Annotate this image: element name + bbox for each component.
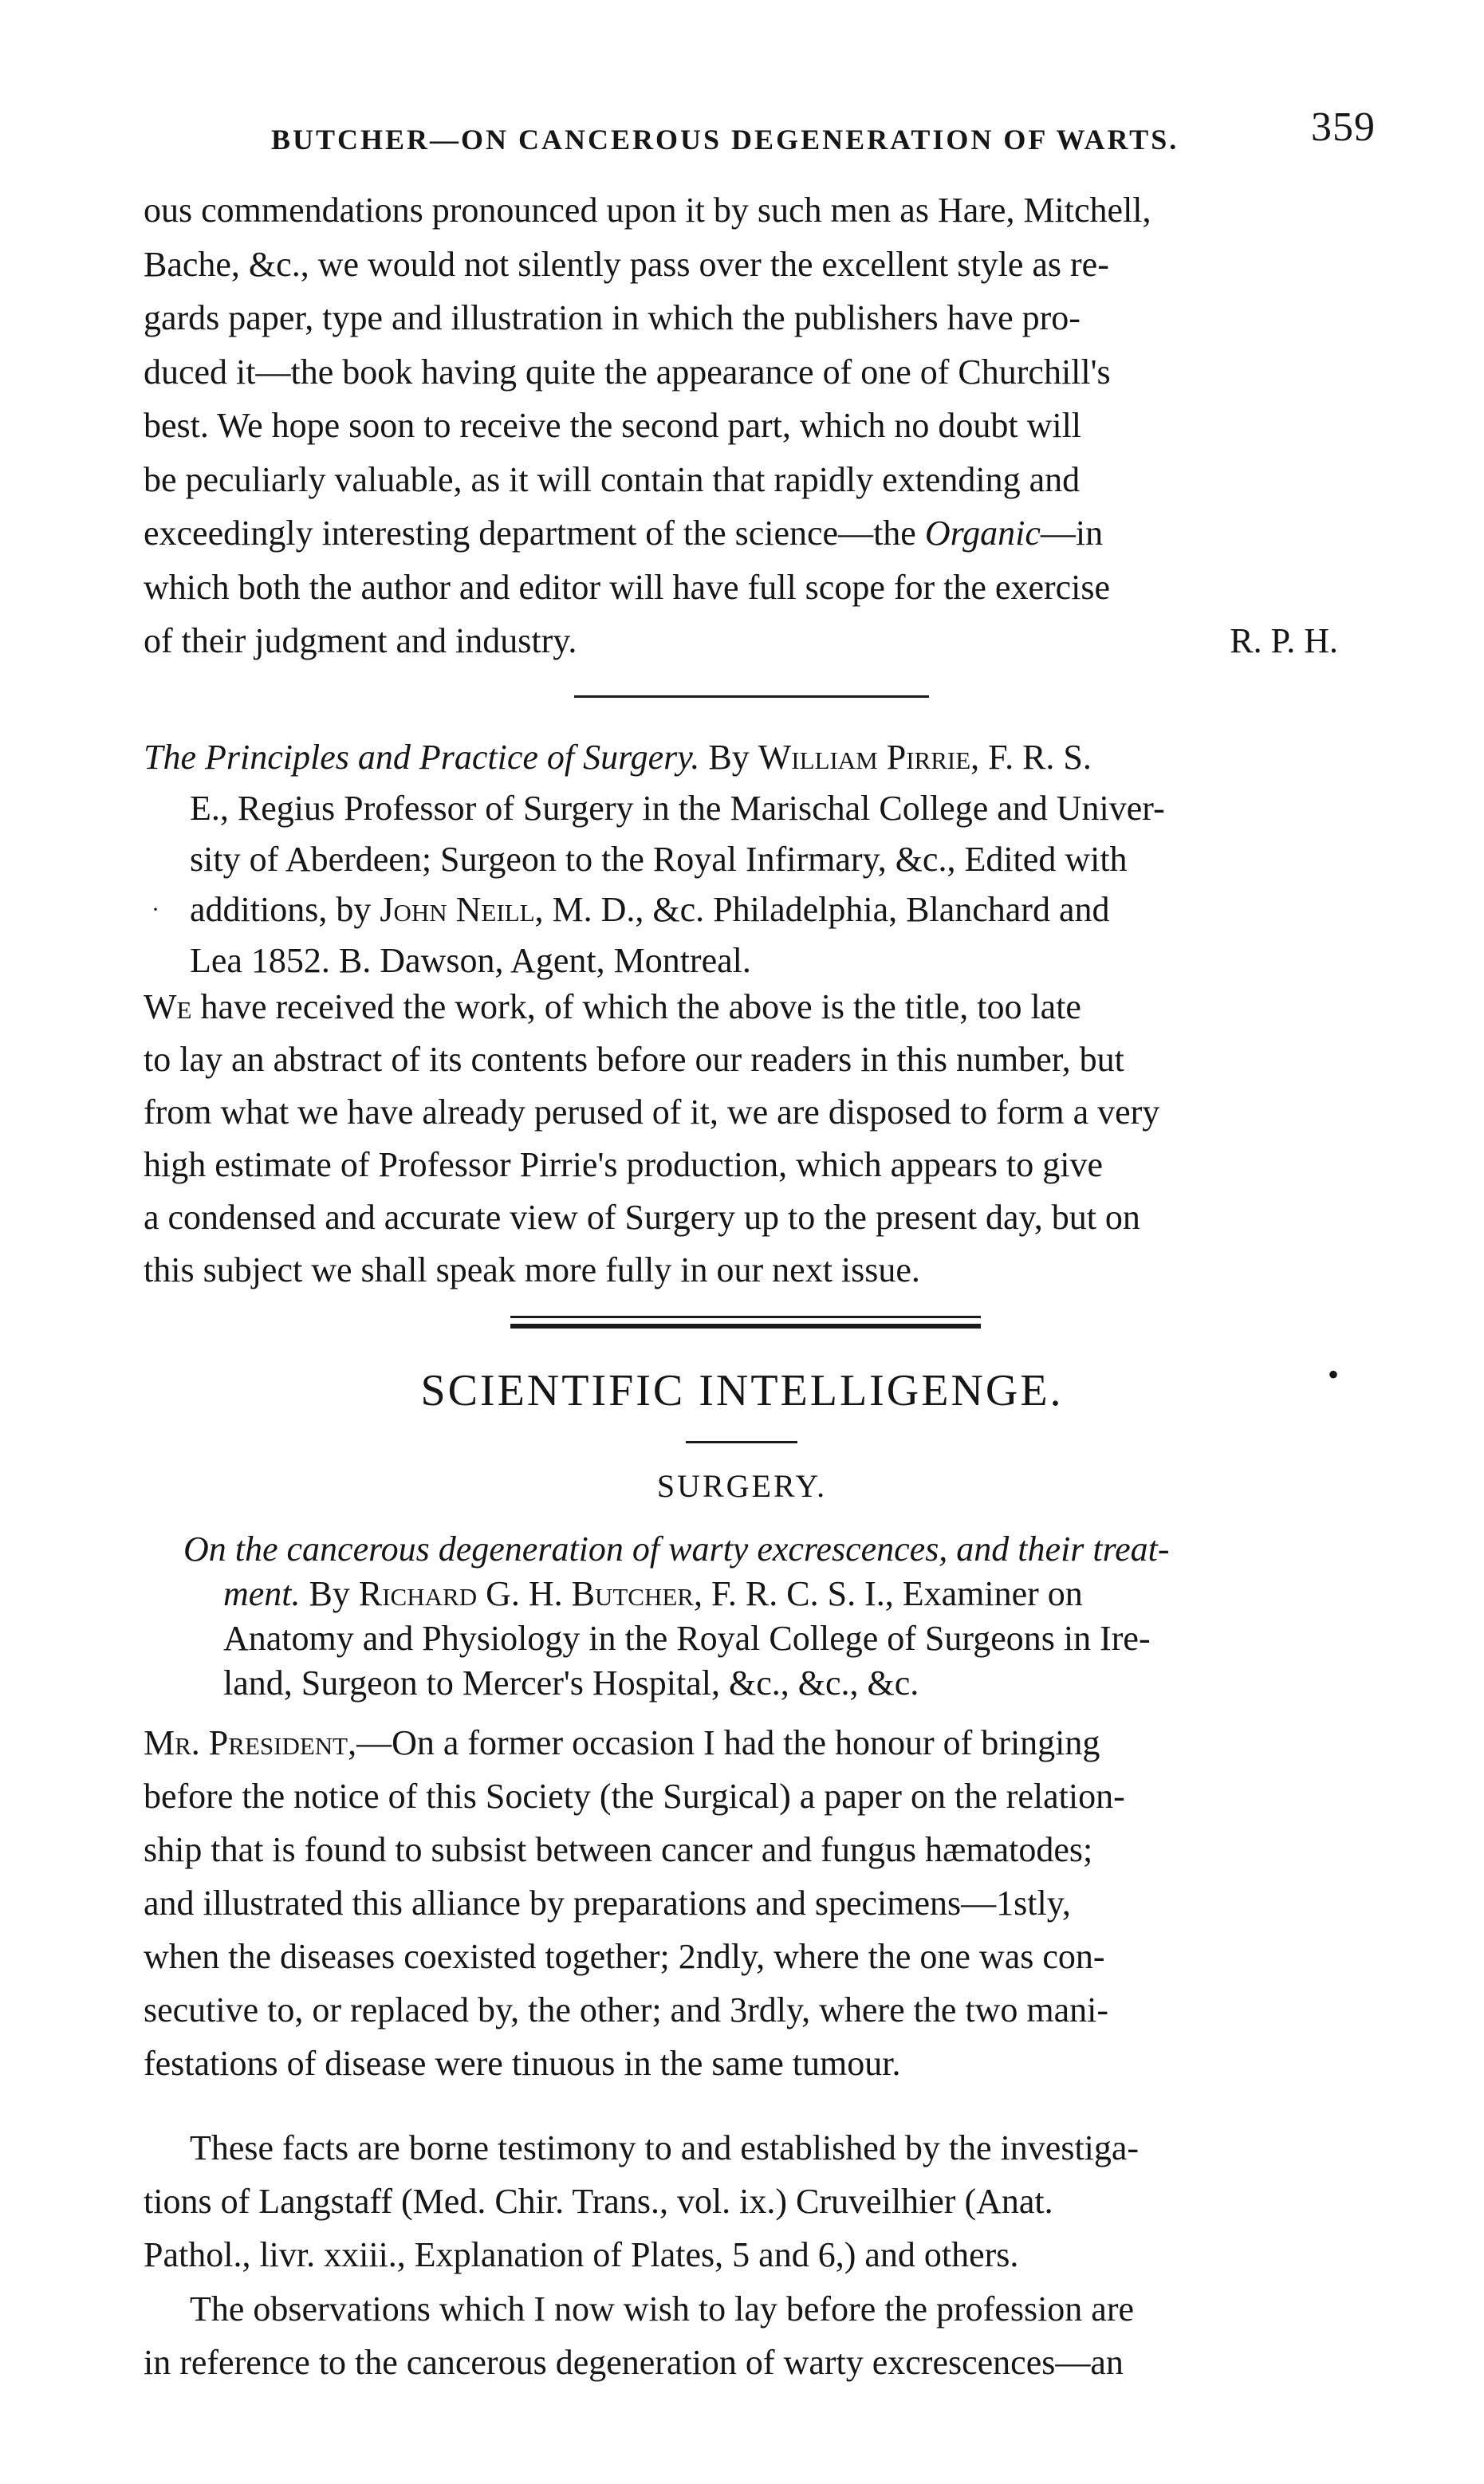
- text-fragment: have received the work, of which the above is the title, too late: [191, 987, 1081, 1026]
- article-title-end: ment.: [223, 1574, 301, 1613]
- text-fragment: By: [309, 1574, 350, 1613]
- body-paragraph: [144, 2121, 1378, 2281]
- section-title: SCIENTIFIC INTELLIGENGE.: [420, 1366, 1064, 1415]
- text-line: duced it—the book having quite the appearance of one of Churchill's: [144, 352, 1111, 392]
- text-line: Bache, &c., we would not silently pass over the excellent style as re-: [144, 244, 1109, 284]
- double-rule-bottom: [510, 1324, 981, 1329]
- text-fragment: , M. D., &c. Philadelphia, Blanchard and: [534, 890, 1110, 930]
- text-fragment: , F. R. S.: [970, 738, 1092, 777]
- article-heading: [144, 1527, 1378, 1706]
- text-line: this subject we shall speak more fully in our next issue.: [144, 1250, 920, 1289]
- article-title-line: On the cancerous degeneration of warty excrescences, and their treat-: [183, 1529, 1170, 1569]
- text-line: which both the author and editor will have full scope for the exercise: [144, 567, 1111, 607]
- text-line: ship that is found to subsist between cancer and fungus hæmatodes;: [144, 1830, 1093, 1869]
- running-title: BUTCHER—ON CANCEROUS DEGENERATION OF WARTS.: [271, 124, 1179, 155]
- text-fragment: —in: [1040, 514, 1104, 553]
- editor-name: John Neill: [380, 890, 535, 930]
- text-fragment: of their judgment and industry.: [144, 621, 577, 660]
- body-paragraph: [144, 1716, 1378, 2090]
- section-divider: [574, 695, 929, 698]
- text-fragment: ,—On a former occasion I had the honour of bringing: [348, 1723, 1100, 1762]
- short-divider: [686, 1441, 797, 1443]
- text-line: a condensed and accurate view of Surgery up to the present day, but on: [144, 1198, 1140, 1237]
- book-citation: [144, 732, 1378, 986]
- text-line: Pathol., livr. xxiii., Explanation of Plates, 5 and 6,) and others.: [144, 2235, 1019, 2274]
- text-line: and illustrated this alliance by preparations and specimens—1stly,: [144, 1884, 1071, 1923]
- text-line: tions of Langstaff (Med. Chir. Trans., vol. ix.) Cruveilhier (Anat.: [144, 2182, 1053, 2221]
- text-line: from what we have already perused of it, we are disposed to form a very: [144, 1092, 1160, 1132]
- text-line: when the diseases coexisted together; 2ndly, where the one was con-: [144, 1937, 1105, 1976]
- article-credentials: Anatomy and Physiology in the Royal College of Surgeons in Ire-: [223, 1619, 1151, 1658]
- article-credentials: land, Surgeon to Mercer's Hospital, &c., &c., &c.: [223, 1663, 919, 1703]
- citation-line: [144, 884, 1378, 935]
- citation-line: Lea 1852. B. Dawson, Agent, Montreal.: [190, 941, 751, 981]
- review-paragraph: [144, 183, 1378, 668]
- page-number: 359: [1311, 104, 1376, 150]
- article-author: Richard G. H. Butcher: [358, 1574, 694, 1613]
- text-line: before the notice of this Society (the Surgical) a paper on the relation-: [144, 1777, 1125, 1816]
- text-line: These facts are borne testimony to and established by the investiga-: [190, 2128, 1140, 2167]
- author-name: William Pirrie: [758, 738, 971, 777]
- text-line: [144, 506, 1378, 561]
- text-line: The observations which I now wish to lay before the profession are: [190, 2289, 1135, 2329]
- body-paragraph: [144, 2282, 1378, 2389]
- reviewer-signature: R. P. H.: [1230, 621, 1338, 660]
- article-byline: [144, 1572, 1378, 1616]
- text-fragment: additions, by: [190, 890, 380, 930]
- text-line: secutive to, or replaced by, the other; and 3rdly, where the two mani-: [144, 1990, 1108, 2029]
- text-line: [144, 1716, 1378, 1770]
- text-fragment: exceedingly interesting department of the science—the: [144, 514, 925, 553]
- text-line: best. We hope soon to receive the second part, which no doubt will: [144, 406, 1082, 445]
- stray-mark: ·: [152, 896, 159, 923]
- text-line: in reference to the cancerous degeneration of warty excrescences—an: [144, 2343, 1124, 2382]
- book-title: The Principles and Practice of Surgery.: [144, 738, 700, 777]
- citation-line: [144, 732, 1378, 783]
- text-line: [144, 981, 1378, 1033]
- text-line: be peculiarly valuable, as it will contain that rapidly extending and: [144, 459, 1081, 499]
- citation-line: E., Regius Professor of Surgery in the Marischal College and Univer-: [190, 788, 1165, 828]
- notice-paragraph: [144, 981, 1378, 1297]
- lead-word: We: [144, 987, 192, 1026]
- subsection-title: SURGERY.: [656, 1468, 828, 1504]
- text-fragment: By: [708, 738, 750, 777]
- citation-line: sity of Aberdeen; Surgeon to the Royal Infirmary, &c., Edited with: [190, 839, 1128, 879]
- text-fragment: , F. R. C. S. I., Examiner on: [693, 1574, 1083, 1613]
- text-line: festations of disease were tinuous in the same tumour.: [144, 2044, 901, 2083]
- organic-word: Organic: [924, 514, 1041, 553]
- stray-dot: •: [1328, 1356, 1340, 1392]
- text-line: gards paper, type and illustration in which the publishers have pro-: [144, 298, 1081, 337]
- text-line: high estimate of Professor Pirrie's production, which appears to give: [144, 1145, 1103, 1184]
- text-line: ous commendations pronounced upon it by such men as Hare, Mitchell,: [144, 191, 1151, 230]
- running-head: [152, 94, 1376, 166]
- text-line: [144, 614, 1378, 668]
- double-rule-top: [510, 1316, 981, 1318]
- text-line: to lay an abstract of its contents before our readers in this number, but: [144, 1040, 1124, 1079]
- lead-words: Mr. President: [144, 1723, 348, 1762]
